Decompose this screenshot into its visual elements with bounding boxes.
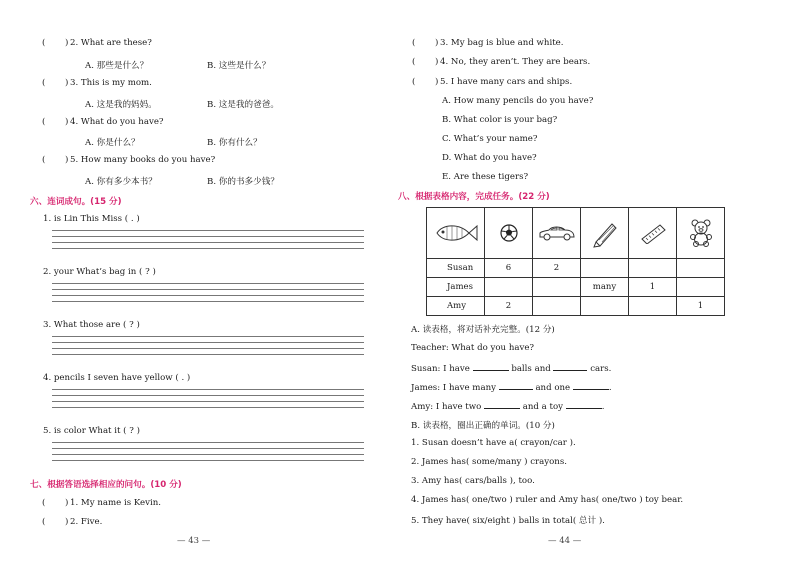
- answer-paren-open: (: [42, 498, 46, 508]
- choice-option: C. What’s your name?: [442, 134, 538, 144]
- option-a: A. 你是什么？: [85, 138, 140, 148]
- page-number: — 43 —: [177, 536, 211, 546]
- crayon-icon: [581, 208, 629, 259]
- sentence-item: 5. is color What it ( ? ): [43, 426, 140, 436]
- answer-paren-close: ): [65, 78, 69, 88]
- row-name: Susan: [427, 259, 485, 278]
- circle-item: 2. James has( some/many ) crayons.: [411, 457, 567, 467]
- circle-item: 1. Susan doesn’t have a( crayon/car ).: [411, 438, 576, 448]
- answer-paren-open: (: [42, 517, 46, 527]
- answer-paren-open: (: [42, 78, 46, 88]
- dialog-text: .: [608, 383, 612, 393]
- answer-paren-open: (: [412, 77, 416, 87]
- table-row: [427, 259, 725, 278]
- choice-option: A. How many pencils do you have?: [442, 96, 594, 106]
- fill-blank[interactable]: [573, 381, 609, 390]
- fill-blank[interactable]: [499, 381, 533, 390]
- answer-paren-close: ): [65, 155, 69, 165]
- part-b-title: B. 读表格，圈出正确的单词。(10 分): [411, 421, 555, 431]
- section-7-title: 七、根据答语选择相应的问句。(10 分): [30, 480, 182, 490]
- answer-paren-close: ): [65, 498, 69, 508]
- answer-paren-open: (: [412, 57, 416, 67]
- table-header-row: [427, 208, 725, 259]
- answer-paren-open: (: [42, 38, 46, 48]
- answer-paren-open: (: [42, 117, 46, 127]
- dialog-james: [411, 381, 612, 393]
- sentence-item: 4. pencils I seven have yellow ( . ): [43, 373, 191, 383]
- items-table: [426, 207, 725, 316]
- circle-item: 3. Amy has( cars/balls ), too.: [411, 476, 535, 486]
- table-cell: [533, 297, 581, 316]
- sentence-item: 2. your What’s bag in ( ? ): [43, 267, 156, 277]
- table-cell: [485, 278, 533, 297]
- fill-blank[interactable]: [553, 362, 587, 371]
- question-item: 5. I have many cars and ships.: [440, 77, 573, 87]
- section-6-title: 六、连词成句。(15 分): [30, 197, 122, 207]
- answer-paren-close: ): [65, 517, 69, 527]
- part-a-title: A. 读表格，将对话补充完整。(12 分): [411, 325, 555, 335]
- table-cell: [677, 259, 725, 278]
- answer-paren-close: ): [435, 57, 439, 67]
- choice-option: B. What color is your bag?: [442, 115, 558, 125]
- answer-paren-close: ): [435, 77, 439, 87]
- question-3: 3. This is my mom.: [70, 78, 152, 88]
- ruler-icon: [629, 208, 677, 259]
- dialog-text: cars.: [590, 364, 612, 374]
- table-cell: 1: [629, 278, 677, 297]
- table-cell: 2: [485, 297, 533, 316]
- writing-lines: [52, 389, 364, 413]
- dialog-text: and a toy: [522, 402, 563, 412]
- question-4: 4. What do you have?: [70, 117, 164, 127]
- option-b: B. 这些是什么？: [207, 61, 271, 71]
- section-7-item: 2. Five.: [70, 517, 103, 527]
- page-number: — 44 —: [548, 536, 582, 546]
- writing-lines: [52, 283, 364, 307]
- option-a: A. 那些是什么？: [85, 61, 149, 71]
- sentence-item: 1. is Lin This Miss ( . ): [43, 214, 140, 224]
- option-b: B. 你有什么？: [207, 138, 262, 148]
- table-cell: [533, 278, 581, 297]
- answer-paren-close: ): [435, 38, 439, 48]
- table-cell: 2: [533, 259, 581, 278]
- dialog-text: balls and: [511, 364, 551, 374]
- dialog-teacher: Teacher: What do you have?: [411, 343, 535, 353]
- dialog-text: Amy: I have two: [411, 402, 482, 412]
- fill-blank[interactable]: [484, 400, 520, 409]
- ball-icon: [485, 208, 533, 259]
- dialog-text: James: I have many: [411, 383, 496, 393]
- dialog-susan: [411, 362, 611, 374]
- table-cell: [581, 259, 629, 278]
- table-cell: [629, 259, 677, 278]
- circle-item: 4. James has( one/two ) ruler and Amy has( one/two ) toy bear.: [411, 495, 684, 505]
- table-cell: 1: [677, 297, 725, 316]
- table-cell: 6: [485, 259, 533, 278]
- answer-paren-open: (: [42, 155, 46, 165]
- fill-blank[interactable]: [473, 362, 509, 371]
- option-b: B. 这是我的爸爸。: [207, 100, 279, 110]
- answer-paren-open: (: [412, 38, 416, 48]
- table-cell: [629, 297, 677, 316]
- table-cell: many: [581, 278, 629, 297]
- question-item: 3. My bag is blue and white.: [440, 38, 564, 48]
- choice-option: D. What do you have?: [442, 153, 537, 163]
- car-icon: [533, 208, 581, 259]
- dialog-amy: [411, 400, 604, 412]
- question-item: 4. No, they aren’t. They are bears.: [440, 57, 591, 67]
- fill-blank[interactable]: [566, 400, 602, 409]
- writing-lines: [52, 442, 364, 466]
- option-b: B. 你的书多少钱？: [207, 177, 279, 187]
- writing-lines: [52, 336, 364, 360]
- section-8-title: 八、根据表格内容，完成任务。(22 分): [398, 192, 550, 202]
- option-a: A. 这是我的妈妈。: [85, 100, 157, 110]
- row-name: Amy: [427, 297, 485, 316]
- table-cell: [581, 297, 629, 316]
- option-a: A. 你有多少本书？: [85, 177, 157, 187]
- table-cell: [677, 278, 725, 297]
- choice-option: E. Are these tigers?: [442, 172, 529, 182]
- table-row: [427, 278, 725, 297]
- answer-paren-close: ): [65, 38, 69, 48]
- writing-lines: [52, 230, 364, 254]
- row-name: James: [427, 278, 485, 297]
- dialog-text: Susan: I have: [411, 364, 470, 374]
- table-row: [427, 297, 725, 316]
- section-7-item: 1. My name is Kevin.: [70, 498, 161, 508]
- dialog-text: .: [601, 402, 605, 412]
- dialog-text: and one: [535, 383, 571, 393]
- question-2: 2. What are these?: [70, 38, 152, 48]
- question-5: 5. How many books do you have?: [70, 155, 216, 165]
- teddy-bear-icon: [677, 208, 725, 259]
- answer-paren-close: ): [65, 117, 69, 127]
- fish-icon: [427, 208, 485, 259]
- circle-item: 5. They have( six/eight ) balls in total( 总计 ).: [411, 516, 605, 526]
- sentence-item: 3. What those are ( ? ): [43, 320, 140, 330]
